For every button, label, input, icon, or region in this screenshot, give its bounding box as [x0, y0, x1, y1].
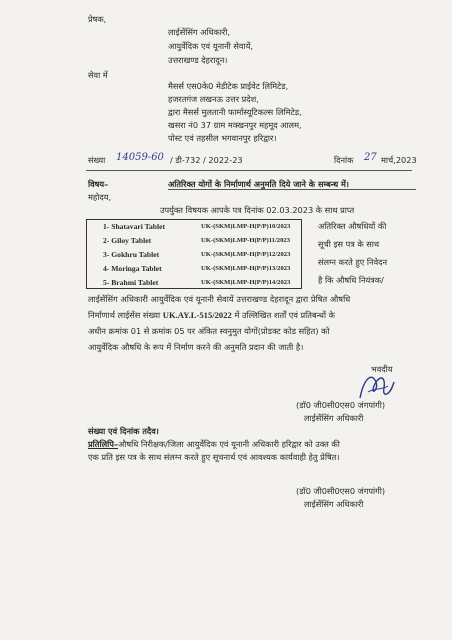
body-paragraph-line: निर्माणार्थ लाईसेंस संख्या UK.AY.L-515/2022 में उल्लिखित शर्तों एवं प्रतिबन्धों के	[88, 310, 335, 320]
product-name: 1- Shatavari Tablet	[103, 222, 166, 231]
date-rest: मार्च,2023	[381, 155, 417, 165]
product-code: UK-(SKM)LMP-H(P/P)13/2023	[201, 265, 291, 272]
recipient-line: हजरतगंज लखनऊ उत्तर प्रदेश,	[168, 94, 259, 104]
product-name: 4- Moringa Tablet	[103, 264, 162, 273]
divider-line	[86, 170, 412, 171]
date-label: दिनांक	[334, 155, 354, 165]
copy-ref-line: संख्या एवं दिनांक तदैव।	[88, 426, 159, 436]
sender-designation: लाईसेंसिंग अधिकारी,	[168, 27, 230, 37]
closing-yours: भवदीय	[371, 364, 393, 374]
sender-label: प्रेषक,	[88, 14, 107, 24]
body-side-line: है कि औषधि नियंत्रक/	[318, 275, 384, 285]
signatory-name: (डॉ0 जी0सी0एस0 जंगपांगी)	[296, 400, 386, 410]
table-row	[87, 262, 301, 276]
body-side-line: सूची इस पत्र के साथ	[318, 239, 380, 249]
signatory-title: लाईसेंसिंग अधिकारी	[304, 413, 364, 423]
recipient-line: द्वारा मैसर्स मुलतानी फार्मास्यूटिकल्स लिमिटेड,	[168, 107, 302, 117]
product-code: UK-(SKM)LMP-H(P/P)10/2023	[201, 223, 291, 230]
product-code: UK-(SKM)LMP-H(P/P)11/2023	[201, 237, 290, 244]
signatory-title-2: लाईसेंसिंग अधिकारी	[304, 499, 364, 509]
product-name: 3- Gokhru Tablet	[103, 250, 160, 259]
copy-second-line: एक प्रति इस पत्र के साथ संलग्न करते हुए सूचनार्थ एवं आवश्यक कार्यवाही हेतु प्रेषित।	[88, 452, 340, 462]
table-row	[87, 220, 301, 234]
product-name: 2- Giloy Tablet	[103, 236, 152, 245]
reference-file-code: / डी-732 / 2022-23	[170, 155, 243, 165]
subject-underline	[168, 189, 416, 190]
product-code: UK-(SKM)LMP-H(P/P)12/2023	[201, 251, 291, 258]
sender-department: आयुर्वेदिक एवं यूनानी सेवायें,	[168, 41, 253, 51]
body-paragraph-line: लाईसेंसिंग अधिकारी आयुर्वेदिक एवं यूनानी सेवायें उत्तराखण्ड देहरादून द्वारा प्रेषित औषधि	[88, 294, 351, 304]
table-row	[87, 276, 301, 290]
recipient-line: पोस्ट एवं तहसील भगवानपुर हरिद्वार।	[168, 133, 277, 143]
signatory-name-2: (डॉ0 जी0सी0एस0 जंगपांगी)	[296, 486, 386, 496]
products-table	[86, 219, 302, 289]
body-side-line: अतिरिक्त औषधियों की	[318, 221, 387, 231]
copy-first-line: प्रतिलिपि–औषधि निरीक्षक/जिला आयुर्वेदिक एवं यूनानी अधिकारी हरिद्वार को उक्त की	[88, 439, 340, 449]
table-row	[87, 234, 301, 248]
body-paragraph-line: अधीन क्रमांक 01 से क्रमांक 05 पर अंकित स्वनुमुत योगों(प्रोडक्ट कोड सहित) को	[88, 326, 330, 336]
subject-text: अतिरिक्त योगों के निर्माणार्थ अनुमति दिये जाने के सम्बन्ध में।	[168, 179, 349, 189]
sender-state: उत्तराखण्ड देहरादून।	[168, 55, 228, 65]
salutation: महोदय,	[88, 192, 112, 202]
body-side-line: संलग्न करते हुए निवेदन	[318, 257, 388, 267]
reference-handwritten-number: 14059-60	[116, 152, 164, 163]
reference-label: संख्या	[88, 155, 106, 165]
recipient-line: मैसर्स एस0के0 मेडीटेक प्राईवेट लिमिटेड,	[168, 81, 289, 91]
product-code: UK-(SKM)LMP-H(P/P)14/2023	[201, 279, 291, 286]
body-intro: उपर्युक्त विषयक आपके पत्र दिनांक 02.03.2023 के साथ प्राप्त	[160, 205, 355, 215]
subject-label: विषय–	[88, 179, 109, 189]
license-number: UK.AY.L-515/2022	[162, 310, 232, 320]
recipient-label: सेवा में	[88, 70, 108, 80]
recipient-line: खसरा नं0 37 ग्राम मक्खनपुर महमूद आलम,	[168, 120, 302, 130]
table-row	[87, 248, 301, 262]
product-name: 5- Brahmi Tablet	[103, 278, 159, 287]
date-handwritten-day: 27	[364, 152, 377, 163]
body-paragraph-line: आयुर्वेदिक औषधि के रूप में निर्माण करने की अनुमति प्रदान की जाती है।	[88, 342, 304, 352]
